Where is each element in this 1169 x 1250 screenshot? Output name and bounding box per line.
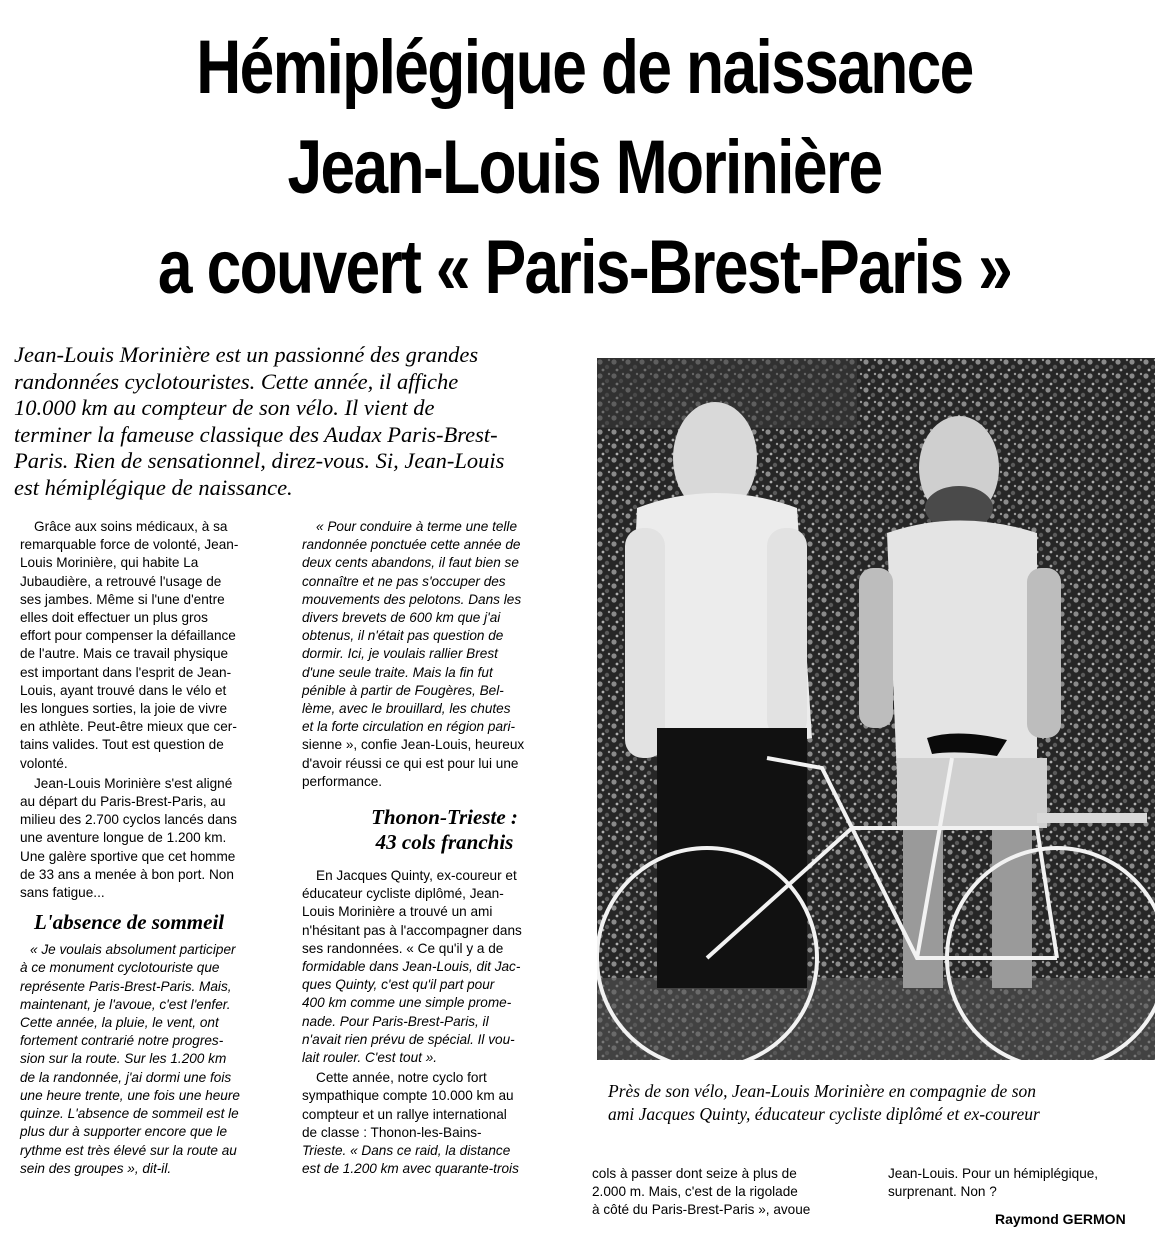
- text-line: à côté du Paris-Brest-Paris », avoue: [592, 1202, 811, 1218]
- text-line: elles doit effectuer un plus gros: [20, 610, 208, 626]
- text-line: de l'autre. Mais ce travail physique: [20, 646, 229, 662]
- text-line: surprenant. Non ?: [888, 1184, 997, 1200]
- column-1: [20, 518, 290, 1178]
- column-1-paragraph-1: [20, 518, 290, 773]
- photo-caption: [608, 1080, 1156, 1126]
- text-line: deux cents abandons, il faut bien se: [302, 555, 519, 571]
- text-line: n'hésitant pas à l'accompagner dans: [302, 922, 522, 938]
- text-line: Louis Morinière, qui habite La: [20, 555, 199, 571]
- column-2: [302, 518, 587, 1179]
- text-line: effort pour compenser la défaillance: [20, 628, 236, 644]
- photo-cyclists-with-bicycle: [597, 358, 1155, 1060]
- text-line: Jean-Louis Morinière s'est aligné: [34, 775, 233, 791]
- subheading-absence-de-sommeil: L'absence de sommeil: [34, 910, 225, 935]
- text-line: est de 1.200 km avec quarante-trois: [302, 1161, 519, 1177]
- headline-line-1: Hémiplégique de naissance: [196, 25, 973, 110]
- text-line: éducateur cycliste diplômé, Jean-: [302, 886, 504, 902]
- text-line: plus dur à supporter encore que le: [20, 1124, 228, 1140]
- article-photo: [597, 358, 1155, 1060]
- text-line: cols à passer dont seize à plus de: [592, 1166, 797, 1181]
- column-2-paragraph-2: [302, 867, 587, 1067]
- lead-line: est hémiplégique de naissance.: [14, 474, 293, 500]
- text-line: ses randonnées. « Ce qu'il y a de: [302, 940, 504, 956]
- lead-line: Jean-Louis Morinière est un passionné des grandes: [14, 342, 479, 367]
- text-line: de classe : Thonon-les-Bains-: [302, 1124, 482, 1140]
- column-2-paragraph-1: [302, 518, 587, 791]
- text-line: connaître et ne pas s'occuper des: [302, 573, 506, 589]
- text-line: et la forte circulation en région pari-: [302, 719, 516, 735]
- text-line: mouvements des pelotons. Dans les: [302, 591, 522, 607]
- lead-line: terminer la fameuse classique des Audax Paris-Brest-: [14, 421, 498, 447]
- column-3: [592, 1165, 877, 1220]
- headline-line-2: Jean-Louis Morinière: [287, 125, 882, 210]
- text-line: 400 km comme une simple prome-: [302, 995, 512, 1011]
- text-line: sienne », confie Jean-Louis, heureux: [302, 737, 525, 753]
- text-line: En Jacques Quinty, ex-coureur et: [316, 868, 517, 884]
- text-line: représente Paris-Brest-Paris. Mais,: [20, 978, 232, 994]
- text-line: en athlète. Peut-être mieux que cer-: [20, 719, 237, 735]
- text-line: d'avoir réussi ce qui est pour lui une: [302, 755, 519, 771]
- text-line: une heure trente, une fois une heure: [20, 1087, 240, 1103]
- text-line: ses jambes. Même si l'une d'entre: [20, 591, 225, 607]
- text-line: Jubaudière, a retrouvé l'usage de: [20, 573, 222, 589]
- subheading-cols-franchis: 43 cols franchis: [375, 830, 514, 855]
- text-line: à ce monument cyclotouriste que: [20, 960, 220, 976]
- text-line: sein des groupes », dit-il.: [20, 1160, 172, 1176]
- text-line: divers brevets de 600 km que j'ai: [302, 610, 501, 626]
- text-line: Une galère sportive que cet homme: [20, 848, 236, 864]
- text-line: pénible à partir de Fougères, Bel-: [302, 682, 504, 698]
- text-line: randonnée ponctuée cette année de: [302, 537, 521, 553]
- text-line: 2.000 m. Mais, c'est de la rigolade: [592, 1184, 798, 1200]
- text-line: sion sur la route. Sur les 1.200 km: [20, 1051, 227, 1067]
- text-line: au départ du Paris-Brest-Paris, au: [20, 794, 226, 810]
- text-line: rythme est très élevé sur la route au: [20, 1142, 237, 1158]
- text-line: lait rouler. C'est tout ».: [302, 1050, 438, 1066]
- text-line: « Je voulais absolument participer: [30, 942, 236, 958]
- text-line: Grâce aux soins médicaux, à sa: [34, 519, 228, 534]
- author-byline: Raymond GERMON: [995, 1211, 1126, 1227]
- text-line: d'une seule traite. Mais la fin fut: [302, 664, 493, 680]
- caption-line: Près de son vélo, Jean-Louis Morinière en compagnie de son: [608, 1081, 1037, 1101]
- column-2-paragraph-3: [302, 1069, 587, 1178]
- text-line: performance.: [302, 773, 383, 789]
- text-line: Louis, ayant trouvé dans le vélo et: [20, 682, 227, 698]
- text-line: obtenus, il n'était pas question de: [302, 628, 504, 644]
- text-line: n'avait rien prévu de spécial. Il vou-: [302, 1031, 515, 1047]
- lead-line: randonnées cyclotouristes. Cette année, il affiche: [14, 368, 459, 394]
- text-line: nade. Pour Paris-Brest-Paris, il: [302, 1013, 489, 1029]
- text-line: de la randonnée, j'ai dormi une fois: [20, 1069, 232, 1085]
- text-line: est important dans l'esprit de Jean-: [20, 664, 232, 680]
- column-1-paragraph-3: [20, 941, 290, 1178]
- caption-line: ami Jacques Quinty, éducateur cycliste diplômé et ex-coureur: [608, 1104, 1040, 1124]
- lead-paragraph: [14, 342, 574, 501]
- text-line: sans fatigue...: [20, 885, 105, 901]
- text-line: sympathique compte 10.000 km au: [302, 1088, 514, 1104]
- column-1-paragraph-2: [20, 775, 290, 902]
- column-4: [888, 1165, 1158, 1201]
- text-line: milieu des 2.700 cyclos lancés dans: [20, 812, 237, 828]
- text-line: remarquable force de volonté, Jean-: [20, 537, 239, 553]
- text-line: Louis Morinière a trouvé un ami: [302, 904, 493, 920]
- text-line: de 33 ans a menée à bon port. Non: [20, 866, 234, 882]
- text-line: Trieste. « Dans ce raid, la distance: [302, 1143, 511, 1159]
- text-line: lème, avec le brouillard, les chutes: [302, 701, 511, 717]
- text-line: dormir. Ici, je voulais rallier Brest: [302, 646, 498, 662]
- subheading-thonon-trieste: Thonon-Trieste :: [371, 805, 518, 830]
- text-line: quinze. L'absence de sommeil est le: [20, 1106, 239, 1122]
- headline: [105, 18, 1064, 318]
- headline-line-3: a couvert « Paris-Brest-Paris »: [157, 225, 1012, 310]
- text-line: les longues sorties, la joie de vivre: [20, 701, 228, 717]
- lead-line: Paris. Rien de sensationnel, direz-vous. Si, Jean-Louis: [14, 448, 505, 473]
- text-line: maintenant, je l'avoue, c'est l'enfer.: [20, 996, 231, 1012]
- lead-line: 10.000 km au compteur de son vélo. Il vient de: [14, 395, 435, 420]
- text-line: formidable dans Jean-Louis, dit Jac-: [302, 959, 521, 975]
- text-line: « Pour conduire à terme une telle: [316, 519, 518, 534]
- text-line: une aventure longue de 1.200 km.: [20, 830, 227, 846]
- text-line: tains valides. Tout est question de: [20, 737, 224, 753]
- text-line: volonté.: [20, 755, 68, 771]
- text-line: compteur et un rallye international: [302, 1106, 507, 1122]
- text-line: fortement contrarié notre progres-: [20, 1033, 224, 1049]
- text-line: Cette année, la pluie, le vent, ont: [20, 1015, 219, 1031]
- text-line: Jean-Louis. Pour un hémiplégique,: [888, 1166, 1099, 1181]
- text-line: Cette année, notre cyclo fort: [316, 1070, 487, 1086]
- text-line: ques Quinty, c'est qu'il part pour: [302, 977, 495, 993]
